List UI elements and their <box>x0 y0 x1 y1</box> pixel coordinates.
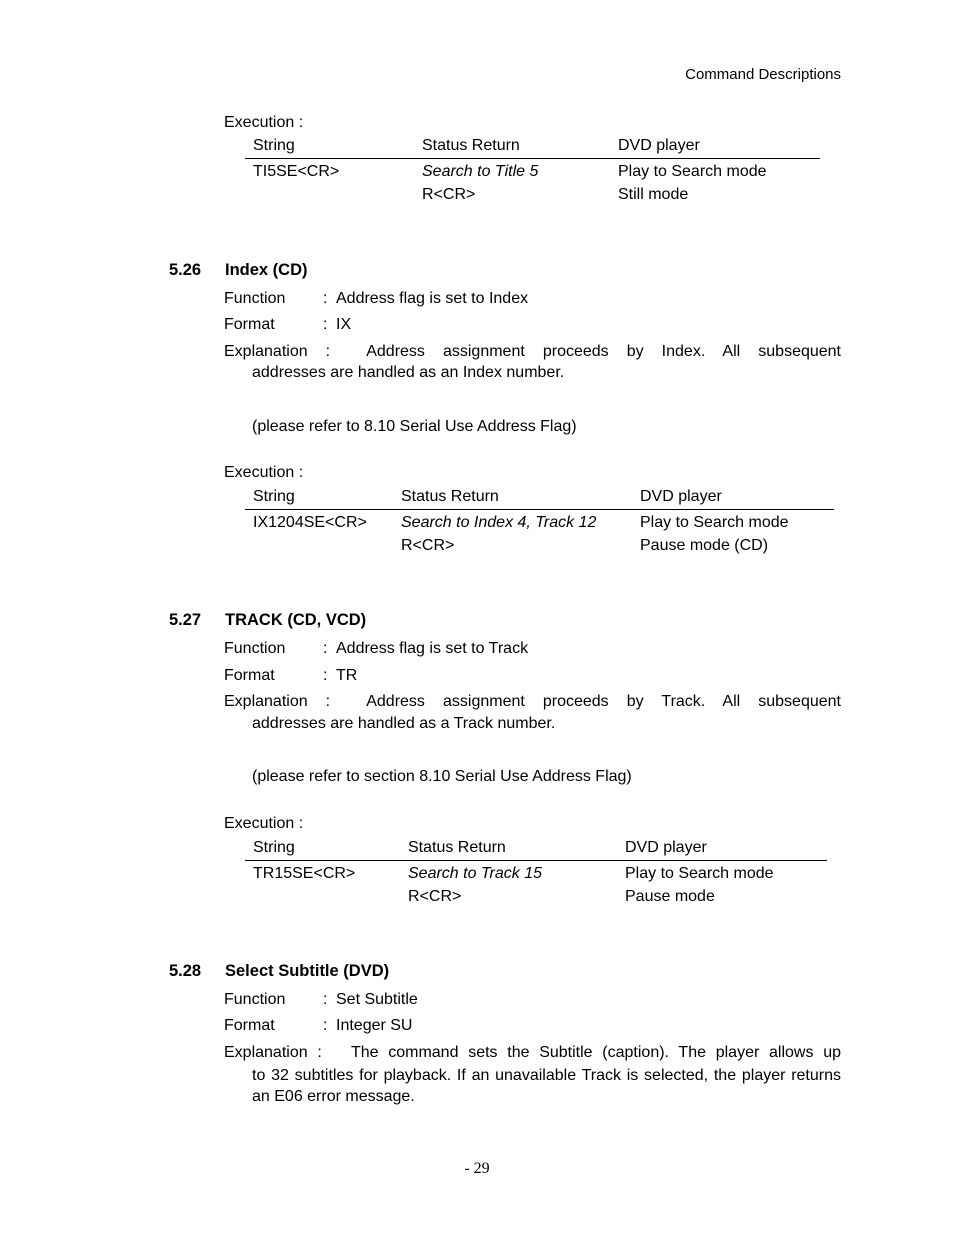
explanation-line: Explanation : Address assignment proceeds by Index. All subsequent <box>224 343 842 360</box>
cell-status: Search to Track 15 R<CR> <box>408 864 542 905</box>
column-header-player: DVD player <box>610 136 820 158</box>
section-heading-5-26 <box>169 260 569 282</box>
function-row: Function : Set Subtitle <box>224 991 418 1008</box>
execution-label: Execution : <box>224 114 304 131</box>
column-header-status: Status Return <box>400 838 617 860</box>
execution-label: Execution : <box>224 464 304 481</box>
format-row: Format : Integer SU <box>224 1017 413 1034</box>
table-header-row <box>245 838 827 860</box>
column-header-string: String <box>245 487 393 509</box>
reference-note: (please refer to section 8.10 Serial Use Address Flag) <box>252 768 632 785</box>
execution-table <box>245 838 827 908</box>
explanation-continuation: addresses are handled as a Track number. <box>252 715 556 732</box>
function-row: Function : Address flag is set to Index <box>224 290 529 307</box>
cell-status: Search to Index 4, Track 12 R<CR> <box>401 513 597 554</box>
table-row <box>245 860 827 908</box>
explanation-continuation: addresses are handled as an Index number. <box>252 364 565 381</box>
section-title: Index (CD) <box>225 261 308 279</box>
running-header: Command Descriptions <box>685 66 841 83</box>
column-header-string: String <box>245 838 400 860</box>
section-heading-5-28 <box>169 961 569 983</box>
section-number: 5.27 <box>169 611 202 629</box>
format-row: Format : TR <box>224 667 358 684</box>
execution-table <box>245 487 834 557</box>
explanation-continuation: to 32 subtitles for playback. If an unavailable Track is selected, the player returns an E06 error message. <box>252 1067 841 1105</box>
section-heading-5-27 <box>169 610 569 632</box>
column-header-string: String <box>245 136 414 158</box>
section-number: 5.28 <box>169 962 202 980</box>
explanation-line: Explanation : Address assignment proceeds by Track. All subsequent <box>224 693 841 710</box>
cell-player: Play to Search mode Still mode <box>618 162 767 203</box>
section-number: 5.26 <box>169 261 202 279</box>
column-header-status: Status Return <box>414 136 610 158</box>
page-number: - 29 <box>464 1160 490 1177</box>
reference-note: (please refer to 8.10 Serial Use Address Flag) <box>252 418 577 435</box>
column-header-status: Status Return <box>393 487 632 509</box>
column-header-player: DVD player <box>632 487 834 509</box>
explanation-line: Explanation : The command sets the Subtitle (caption). The player allows up <box>224 1044 841 1061</box>
table-row <box>245 158 820 206</box>
execution-table <box>245 136 820 206</box>
table-row <box>245 509 834 557</box>
cell-string: IX1204SE<CR> <box>253 513 367 531</box>
cell-status: Search to Title 5 R<CR> <box>422 162 539 203</box>
cell-string: TI5SE<CR> <box>253 162 340 180</box>
cell-player: Play to Search mode Pause mode (CD) <box>640 513 789 554</box>
table-header-row <box>245 136 820 158</box>
column-header-player: DVD player <box>617 838 827 860</box>
cell-string: TR15SE<CR> <box>253 864 356 882</box>
section-title: TRACK (CD, VCD) <box>225 611 367 629</box>
execution-label: Execution : <box>224 815 304 832</box>
function-row: Function : Address flag is set to Track <box>224 640 529 657</box>
cell-player: Play to Search mode Pause mode <box>625 864 774 905</box>
format-row: Format : IX <box>224 316 352 333</box>
table-header-row <box>245 487 834 509</box>
section-title: Select Subtitle (DVD) <box>225 962 390 980</box>
